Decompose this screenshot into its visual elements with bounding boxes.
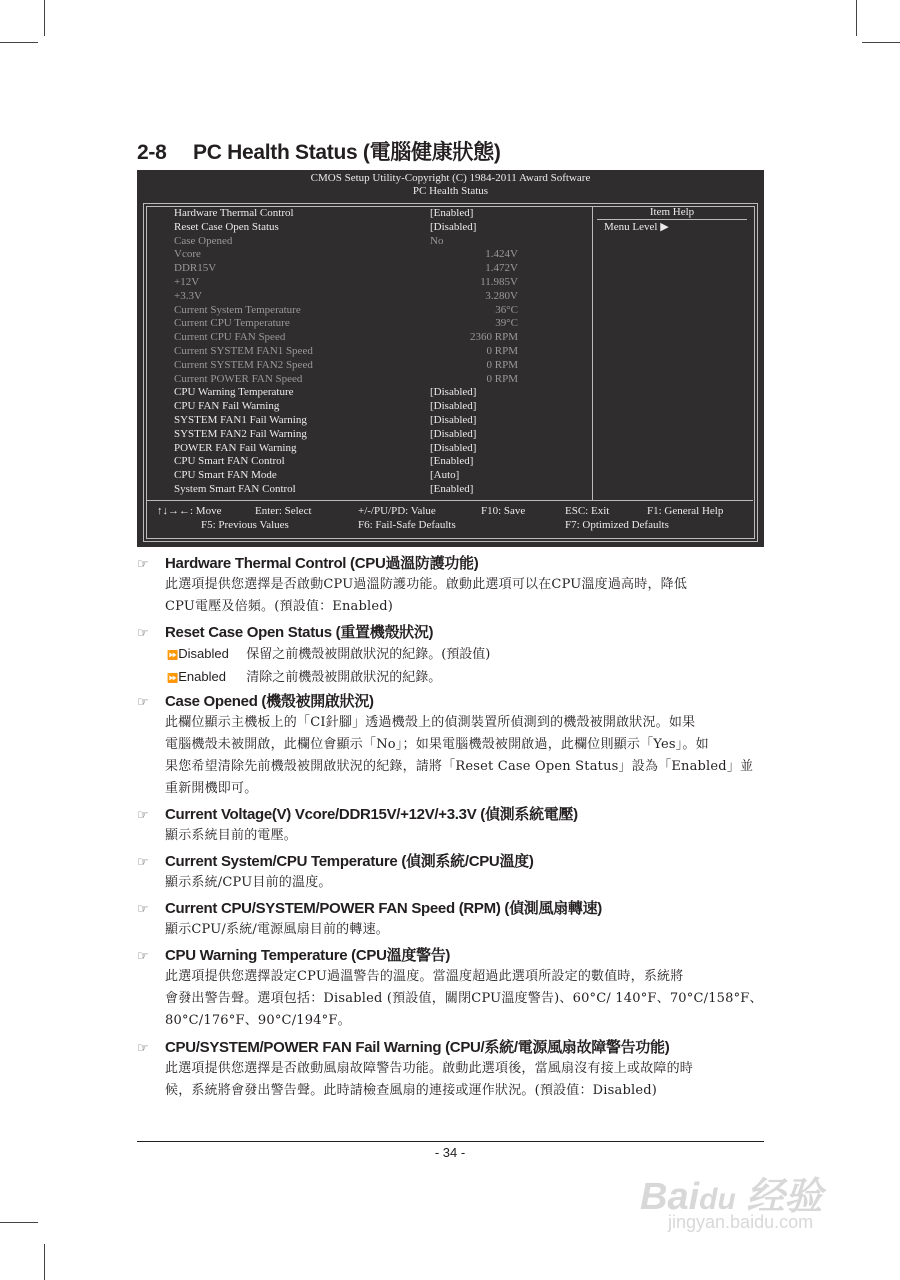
menu-level: Menu Level ▶ xyxy=(604,221,669,233)
bios-item-value: [Disabled] xyxy=(430,220,477,233)
bios-item-label: DDR15V xyxy=(174,262,217,275)
bios-item xyxy=(174,345,594,359)
section-title-text: PC Health Status (電腦健康狀態) xyxy=(193,141,501,164)
description-line: 此選項提供您選擇是否啟動風扇故障警告功能。啟動此選項後，當風扇沒有接上或故障的時 xyxy=(165,1061,694,1076)
bios-item-label: CPU Smart FAN Control xyxy=(174,455,285,468)
item-help-title: Item Help xyxy=(597,206,747,220)
description-line: 此選項提供您選擇是否啟動CPU過溫防護功能。啟動此選項可以在CPU溫度過高時，降低 xyxy=(165,577,688,592)
bios-item xyxy=(174,304,594,318)
page-title xyxy=(137,136,501,166)
key-value: +/-/PU/PD: Value xyxy=(358,505,436,517)
section-heading xyxy=(137,899,767,919)
bios-item-label: Current SYSTEM FAN2 Speed xyxy=(174,358,313,371)
bios-item-label: +12V xyxy=(174,275,200,288)
bios-item-label: SYSTEM FAN2 Fail Warning xyxy=(174,427,307,440)
option-description: 保留之前機殼被開啟狀況的紀錄。(預設值) xyxy=(246,647,491,662)
bios-item-label: +3.3V xyxy=(174,289,202,302)
description-section xyxy=(137,852,767,894)
key-optimized-defaults: F7: Optimized Defaults xyxy=(565,519,669,531)
description-section xyxy=(137,946,767,1032)
bios-item xyxy=(174,235,594,249)
section-heading-text: CPU/SYSTEM/POWER FAN Fail Warning (CPU/系統/電源風扇故障警告功能) xyxy=(165,1039,670,1056)
key-move: ↑↓→←: Move xyxy=(157,505,222,517)
bios-item[interactable] xyxy=(174,414,594,428)
section-number: 2-8 xyxy=(137,141,167,164)
bios-item-label: CPU Smart FAN Mode xyxy=(174,469,277,482)
bios-item-label: System Smart FAN Control xyxy=(174,482,296,495)
option-description: 清除之前機殼被開啟狀況的紀錄。 xyxy=(246,670,442,685)
option-key: Enabled xyxy=(178,669,226,684)
footer-rule xyxy=(137,1141,764,1142)
bios-item-label: Reset Case Open Status xyxy=(174,220,279,233)
bios-item[interactable] xyxy=(174,455,594,469)
description-line: 候，系統將會發出警告聲。此時請檢查風扇的連接或運作狀況。(預設值：Disabled) xyxy=(165,1083,658,1098)
description-section xyxy=(137,692,767,800)
bios-item-value: 1.424V xyxy=(485,248,518,261)
description-section xyxy=(137,554,767,618)
bios-screenshot xyxy=(137,170,764,547)
bios-item[interactable] xyxy=(174,442,594,456)
bios-header xyxy=(137,170,764,198)
bios-item xyxy=(174,262,594,276)
bios-item-label: Current POWER FAN Speed xyxy=(174,372,303,385)
bios-item xyxy=(174,373,594,387)
crop-mark xyxy=(44,0,45,36)
section-heading-text: Hardware Thermal Control (CPU過溫防護功能) xyxy=(165,555,479,572)
bios-item-value: [Disabled] xyxy=(430,427,477,440)
description-line: 顯示系統/CPU目前的溫度。 xyxy=(165,875,332,890)
bios-item-value: [Disabled] xyxy=(430,441,477,454)
bios-item xyxy=(174,331,594,345)
crop-mark xyxy=(0,42,38,43)
bios-item-value: 3.280V xyxy=(485,289,518,302)
bios-item-label: Current System Temperature xyxy=(174,303,301,316)
description-line: 80°C/176°F、90°C/194°F。 xyxy=(165,1013,351,1028)
description-line: CPU電壓及倍頻。(預設值：Enabled) xyxy=(165,599,394,614)
description-section xyxy=(137,899,767,941)
bios-item xyxy=(174,248,594,262)
pointing-hand-icon: ☞ xyxy=(137,694,149,709)
bios-item xyxy=(174,290,594,304)
bios-item-value: [Disabled] xyxy=(430,386,477,399)
double-arrow-icon: ⏩ xyxy=(167,650,179,660)
watermark-url: jingyan.baidu.com xyxy=(668,1212,814,1232)
item-help-panel xyxy=(593,206,753,234)
bios-item[interactable] xyxy=(174,483,594,497)
bios-item-value: No xyxy=(430,234,444,247)
bios-item-label: Current CPU Temperature xyxy=(174,317,290,330)
description-line: 此欄位顯示主機板上的「CI針腳」透過機殼上的偵測裝置所偵測到的機殼被開啟狀況。如果 xyxy=(165,715,696,730)
key-select: Enter: Select xyxy=(255,505,312,517)
key-general-help: F1: General Help xyxy=(647,505,724,517)
section-heading xyxy=(137,946,767,966)
bios-item-label: CPU Warning Temperature xyxy=(174,386,294,399)
description-section xyxy=(137,805,767,847)
section-heading xyxy=(137,805,767,825)
option-item xyxy=(137,643,767,666)
pointing-hand-icon: ☞ xyxy=(137,901,149,916)
bios-item-label: Case Opened xyxy=(174,234,233,247)
bios-item-value: [Auto] xyxy=(430,469,460,482)
pointing-hand-icon: ☞ xyxy=(137,854,149,869)
bios-item[interactable] xyxy=(174,221,594,235)
bios-item-value: 2360 RPM xyxy=(470,331,518,344)
description-line: 顯示CPU/系統/電源風扇目前的轉速。 xyxy=(165,922,389,937)
bios-item[interactable] xyxy=(174,400,594,414)
pointing-hand-icon: ☞ xyxy=(137,556,149,571)
divider xyxy=(146,500,753,501)
description-line: 重新開機即可。 xyxy=(165,781,258,796)
double-arrow-icon: ⏩ xyxy=(167,673,179,683)
bios-menu-title: PC Health Status xyxy=(412,185,489,197)
bios-item xyxy=(174,276,594,290)
bios-item-label: Current SYSTEM FAN1 Speed xyxy=(174,344,313,357)
bios-item-value: [Enabled] xyxy=(430,207,474,219)
section-heading-text: Current CPU/SYSTEM/POWER FAN Speed (RPM) (偵測風扇轉速) xyxy=(165,900,602,917)
section-heading-text: Current Voltage(V) Vcore/DDR15V/+12V/+3.3V (偵測系統電壓) xyxy=(165,806,578,823)
bios-item-label: Hardware Thermal Control xyxy=(174,207,294,219)
bios-copyright: CMOS Setup Utility-Copyright (C) 1984-2011 Award Software xyxy=(310,172,591,184)
pointing-hand-icon: ☞ xyxy=(137,948,149,963)
section-heading-text: Reset Case Open Status (重置機殼狀況) xyxy=(165,624,434,641)
bios-item xyxy=(174,317,594,331)
description-line: 此選項提供您選擇設定CPU過溫警告的溫度。當溫度超過此選項所設定的數值時，系統將 xyxy=(165,969,684,984)
section-heading-text: Current System/CPU Temperature (偵測系統/CPU溫度) xyxy=(165,853,534,870)
crop-mark xyxy=(44,1244,45,1280)
crop-mark xyxy=(856,0,857,36)
bios-item-label: POWER FAN Fail Warning xyxy=(174,441,297,454)
bios-item[interactable] xyxy=(174,386,594,400)
bios-item-value: 36°C xyxy=(495,303,518,316)
bios-item-value: 39°C xyxy=(495,317,518,330)
section-heading xyxy=(137,554,767,574)
bios-item-label: CPU FAN Fail Warning xyxy=(174,400,280,413)
bios-item-value: [Enabled] xyxy=(430,455,474,468)
description-section xyxy=(137,623,767,689)
key-failsafe-defaults: F6: Fail-Safe Defaults xyxy=(358,519,456,531)
section-heading xyxy=(137,852,767,872)
watermark-logo: Baidu 经验 xyxy=(640,1176,823,1218)
section-heading-text: CPU Warning Temperature (CPU溫度警告) xyxy=(165,947,451,964)
section-heading xyxy=(137,1038,767,1058)
bios-item-label: SYSTEM FAN1 Fail Warning xyxy=(174,413,307,426)
section-heading xyxy=(137,623,767,643)
pointing-hand-icon: ☞ xyxy=(137,1040,149,1055)
pointing-hand-icon: ☞ xyxy=(137,807,149,822)
key-previous-values: F5: Previous Values xyxy=(201,519,289,531)
bios-item-value: 11.985V xyxy=(480,275,518,288)
bios-item-value: 0 RPM xyxy=(486,358,518,371)
description-line: 果您希望清除先前機殼被開啟狀況的紀錄，請將「Reset Case Open Status」設為「Enabled」並 xyxy=(165,759,754,774)
option-item xyxy=(137,666,767,689)
description-line: 會發出警告聲。選項包括：Disabled (預設值，關閉CPU溫度警告)、60°C/ 140°F、70°C/158°F、 xyxy=(165,991,763,1006)
section-heading-text: Case Opened (機殼被開啟狀況) xyxy=(165,693,374,710)
bios-item-value: 1.472V xyxy=(485,262,518,275)
bios-item[interactable] xyxy=(174,428,594,442)
crop-mark xyxy=(0,1222,38,1223)
bios-item-list xyxy=(174,207,594,497)
crop-mark xyxy=(862,42,900,43)
bios-item[interactable] xyxy=(174,207,594,221)
option-key: Disabled xyxy=(178,646,229,661)
bios-item xyxy=(174,359,594,373)
bios-item-label: Vcore xyxy=(174,248,201,261)
key-exit: ESC: Exit xyxy=(565,505,610,517)
description-section xyxy=(137,1038,767,1102)
pointing-hand-icon: ☞ xyxy=(137,625,149,640)
page-number: - 34 - xyxy=(434,1145,466,1160)
bios-item-value: 0 RPM xyxy=(486,372,518,385)
bios-item-value: [Disabled] xyxy=(430,413,477,426)
bios-item-label: Current CPU FAN Speed xyxy=(174,331,286,344)
description-line: 顯示系統目前的電壓。 xyxy=(165,828,298,843)
bios-item-value: 0 RPM xyxy=(486,344,518,357)
description-line: 電腦機殼未被開啟，此欄位會顯示「No」；如果電腦機殼被開啟過，此欄位則顯示「Yes」。如 xyxy=(165,737,709,752)
bios-item-value: [Enabled] xyxy=(430,482,474,495)
bios-item-value: [Disabled] xyxy=(430,400,477,413)
bios-item[interactable] xyxy=(174,469,594,483)
section-heading xyxy=(137,692,767,712)
key-save: F10: Save xyxy=(481,505,526,517)
